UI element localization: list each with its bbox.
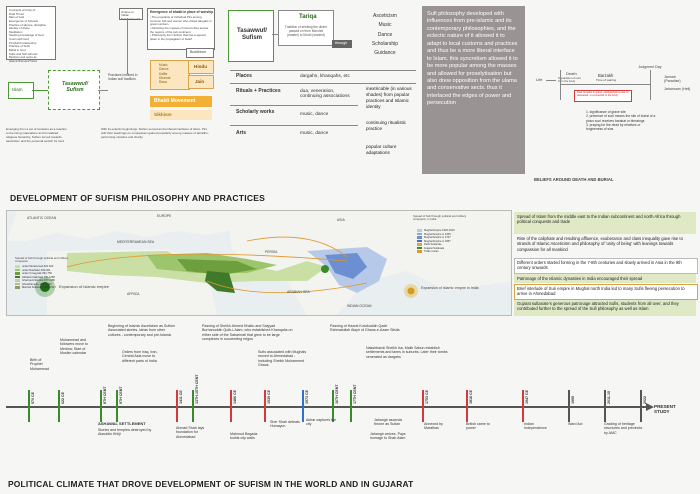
buddhism-box (186, 48, 214, 58)
event-jahangir-arrives: Jahangir arrives. Pays homage to Shah Alam (370, 432, 406, 441)
year-label: 2022 (643, 396, 647, 404)
row-places-value: dargahs, khanqahs, etc (300, 74, 350, 79)
concept-item: Seeking knowledge of God (9, 33, 44, 38)
event-marathas: Annexed by Marathas (424, 422, 443, 431)
legend-item (15, 286, 56, 290)
year-marker (100, 390, 102, 422)
left-note: Emerging from a set of societies as a reaction to the rising materialism and formalised religious hierarchy, Sufism turned towards asceticism and the personal search for God (6, 127, 67, 143)
ashawal-sub: Stories and temples destroyed by Alauddin Khilji (98, 428, 152, 437)
emergence-title: Emergence of bhakti in place of worship (150, 10, 214, 14)
concepts-box (6, 6, 56, 63)
beliefs-title: BELIEFS AROUND DEATH AND BURIAL (534, 177, 614, 182)
year-label: 17TH CENT (353, 384, 357, 404)
event-grading: Grading of heritage structures and precincts by AMC (604, 422, 643, 435)
tariqa-item: Music (378, 22, 392, 29)
legend-label: Mughal Empire in 1857 (424, 239, 451, 243)
legend-swatch (15, 276, 20, 278)
belief-item: 1. significance of grave site (586, 110, 626, 114)
year-marker (640, 390, 642, 422)
year-marker (264, 390, 266, 422)
judgment-label: Judgment Day (638, 65, 662, 69)
year-marker (522, 390, 524, 422)
year-marker (192, 390, 194, 422)
unique-box (119, 8, 143, 20)
legend-swatch (15, 269, 20, 271)
map-label-europe: EUROPE (157, 214, 172, 218)
note-1: Spread of Islam from the middle east to the Indian subcontinent and north Africa through political conquests and trade (517, 214, 681, 225)
year-marker (302, 390, 304, 422)
note-4: Patronage of the Islamic dynasties in India encouraged their spread (517, 276, 643, 281)
concept-item: Belief in God (9, 47, 26, 52)
concept-item: Man of God (9, 15, 25, 20)
tariqa-item: Dance (377, 31, 393, 38)
tariqa-desc: Tradition of seeking the divine passed on from Murshid (master) to Murid (student) (284, 25, 328, 38)
section2-title: POLITICAL CLIMATE THAT DROVE DEVELOPMENT OF SUFISM IN THE WORLD AND IN GUJARAT (8, 479, 414, 489)
year-label: 9TH CENT (119, 386, 123, 404)
legend-swatch (15, 279, 20, 281)
sikhism-label: Sikhism (154, 112, 172, 117)
beliefs-diagram (530, 65, 698, 188)
event-nakshbandi: Nakshbandi Sheikh Isa, Malik Sabun establish settlements and lanes in suburbs. Later their tombs venerated as dargahs (366, 346, 448, 359)
year-marker (116, 390, 118, 422)
legend-swatch (417, 243, 422, 245)
note-3: Different orders started forming in the 7-8th centuries and slowly arrived in Asia in the 9th century onwards (517, 260, 682, 271)
bhakti-bar (150, 96, 212, 107)
buddhism-label: Buddhism (190, 50, 206, 54)
row-scholarly-label: Scholarly works (236, 109, 275, 115)
legend-swatch (15, 272, 20, 274)
row-arts-label: Arts (236, 130, 247, 136)
map-label-africa: AFRICA (127, 292, 140, 296)
hindu-label: Hindu (194, 64, 208, 69)
concept-item: Concepts of Unity of: (9, 8, 36, 12)
present-study: PRESENT STUDY (654, 404, 676, 415)
year-marker (28, 390, 30, 422)
tariqa-label: Tariqa (299, 14, 317, 20)
grave-note: Soul remains in grave, spiritual being near of deceased, is connected to the body (577, 91, 629, 97)
year-label: 1753 CE (425, 390, 429, 404)
legend-left (15, 265, 56, 290)
table-right-2: continuing ritualistic practice (366, 120, 407, 131)
concept-item: Practice of Sufis (9, 44, 30, 49)
hindu-practice: Dhamal (159, 75, 171, 80)
jain-tag (188, 75, 214, 89)
hindu-box (150, 60, 190, 90)
year-label: 1411 CE (179, 390, 183, 404)
year-label: 1486 CE (233, 390, 237, 404)
life-label: Life (536, 77, 543, 82)
table-right-1: inextricable (in various shades) from popular practices and Islamic identity (366, 86, 412, 109)
tariqa-item: Asceticism (373, 13, 397, 19)
event-begada: Mahmud Begada builds city walls (230, 432, 258, 441)
year-marker (58, 390, 60, 422)
row-rituals-value: dua, veneration, continuing associations (300, 89, 350, 100)
legend-label: Ghurid Empire 1148-1215 (22, 282, 52, 286)
legend-swatch (417, 233, 422, 235)
legend-item (417, 250, 455, 254)
death-sub: Separation of soul from the body (558, 76, 581, 84)
tariqa-item: Scholarship (371, 40, 399, 47)
through-label: through (335, 41, 348, 45)
year-label: 622 CE (61, 392, 65, 404)
timeline (0, 318, 700, 478)
concept-item: Pir-Murid relationship (9, 40, 37, 45)
legend-label: Gujarat Sultanate (424, 246, 445, 250)
belief-item: 3. praying for the dead by relatives or forgiveness of sins (586, 122, 641, 132)
hindu-practice: Kafila (159, 71, 168, 76)
emergence-item: • The popularity of individual Pirs among common folk and women who visited dargahs in great numbers (150, 15, 212, 27)
tariqa-item: Guidance (374, 50, 396, 56)
year-marker (604, 390, 606, 422)
year-label: 1995 (571, 396, 575, 404)
year-label: 2011-15 (607, 391, 611, 404)
concept-item: Union with God (9, 37, 29, 41)
table-right-3: popular culture adaptations (366, 144, 397, 155)
hindu-tag (188, 60, 214, 74)
sufi-note: Sufi philosophy developed with influences from pre-islamic and its contemporary philosophies, and the eclectic nature of it allowed it to adapt to local customs and practices and thus be a more liberal interface to Islam. this syncretism allowed it to be more popular among the masses and allowed for proselytisation but also drew opposition from the ulama and conservative sects. thus it interlaced the edges of power and persecution (427, 11, 518, 107)
tasawwuf-main-label: Tasawwuf/ Sufism (237, 28, 267, 41)
legend-label: Abbasid Caliphate 750-1258 (22, 275, 55, 279)
year-label: 1947 CE (525, 390, 529, 404)
jahannam-label: Jahannam (Hell) (664, 87, 691, 91)
year-label: 1818 CE (469, 390, 473, 404)
map-label-expansion-india: Expansion of Islamic empire in India (421, 286, 479, 290)
emergence-box (147, 8, 215, 50)
timeline-axis (6, 406, 646, 408)
tariqa-box (278, 10, 334, 46)
legend-label: Mughal Empire in 1605 (424, 232, 451, 236)
sikhism-bar (150, 110, 212, 120)
concept-item: Dual Thrust (9, 11, 24, 16)
event-mughal-sufis: Sufis associated with Mughals moved to Ahmedabad - including Sheikh Muhammed Ghaus (258, 350, 307, 368)
note-2: Rise of the caliphate and resulting affluence, exuberance and class inequality gave rise to strands of Islamic Asceticism and philosophy of 'unity of being' with leanings towards compassion for all mankind (517, 236, 683, 252)
legend-swatch (417, 250, 422, 252)
legend-swatch (417, 247, 422, 249)
legend-swatch (417, 236, 422, 238)
year-marker (568, 390, 570, 422)
map-label-spread: Spread of Sufi through political and military conquests (15, 256, 69, 264)
tasawwuf-main-box (228, 10, 274, 62)
row-scholarly-value: music, dance (300, 112, 329, 117)
map-svg (7, 211, 511, 315)
legend-swatch (15, 265, 20, 267)
hindu-practice: Dance (159, 67, 169, 72)
event-british: British came to power (466, 422, 490, 431)
year-label: 1539 CE (267, 390, 271, 404)
concept-item: Sufis and Sufi schools (9, 51, 38, 56)
hindu-practice: Rasa (159, 80, 167, 85)
event-kutubuddin: Passing of Hazrat Kutubuddin Qadri Rahmatullah Alayh of Ghaus-e-Azam Silsila (330, 324, 400, 333)
tasawwuf-box (48, 70, 100, 110)
event-jahangir-throne: Jahangir ascends throne as Sultan (374, 418, 403, 427)
event-khattu: Passing of Sheikh Ahmed Khattu and Saiyyad Burhanuddin Qutb-i-Alam, who established Khanqahs on either side of the Sabarmati that grew to be large complexes in succeeding reigns (202, 324, 293, 342)
ashawal-title: ASHAWAL SETTLEMENT (98, 421, 146, 426)
legend-label: under Rashidun 632-661 (22, 268, 51, 272)
map-label-arabian: ARABIAN SEA (287, 290, 310, 294)
map-label-asia: ASIA (337, 218, 345, 222)
year-label: 1573 CE (305, 390, 309, 404)
concept-item: Muslims and sects as Islamic/Persian/Turkic (9, 55, 38, 63)
jain-label: Jain (195, 79, 205, 84)
sufi-note-box (422, 6, 525, 174)
unique-label: Unique to Indian Subcontinent? (121, 10, 141, 21)
event-birth: Birth of Prophet Muhammad (30, 358, 49, 371)
concept-item: Practice of silence, discipline (9, 22, 46, 27)
note-5: Brief interlude of Suri empire in Mughal north India led to many Sufis fleeing persecution to arrive in Ahmedabad (517, 286, 685, 297)
year-marker (466, 390, 468, 422)
year-label: 8TH CENT (103, 386, 107, 404)
legend-label: Mughal Empire in 1707 (424, 236, 451, 239)
row-rituals-label: Rituals + Practices (236, 88, 281, 94)
event-independence: Indian Independence (524, 422, 547, 431)
year-marker (422, 390, 424, 422)
tariqa-list (360, 12, 410, 58)
year-label: 570 CE (31, 392, 35, 404)
legend-label: under Muhammad 622-632 (22, 265, 54, 268)
concept-item: Emergence of Schools (9, 18, 39, 23)
bhakti-label: Bhakti Movement (154, 98, 196, 104)
barzakh-sub: Time of waiting (596, 78, 617, 82)
emergence-item: • Attracting the masses of ruined cities across the regions of the sub-continent (150, 25, 209, 34)
legend-label: Trade routes (424, 250, 439, 253)
legend-label: Delhi Sultanate (424, 243, 442, 246)
map-label-indian: INDIAN OCEAN (347, 304, 372, 308)
year-label: 16TH CENT (335, 384, 339, 404)
world-map (6, 210, 512, 316)
places-table (230, 70, 416, 170)
year-label: 13TH-15TH CENT (195, 374, 199, 404)
row-arts-value: music, dance (300, 131, 329, 136)
notes-column (514, 212, 696, 316)
concept-item: Meditation (9, 29, 23, 34)
practices-label: Practices imbibed in Indian sufi tradition (108, 73, 138, 81)
islam-box (8, 82, 34, 99)
event-wardact: Ward Act (568, 422, 583, 426)
gujarat-marker (321, 265, 329, 273)
event-medina: Muhammad and followers move to Medina; Start of Muslim calendar (60, 338, 88, 356)
map-label-persia: PERSIA (265, 250, 278, 254)
mid-note: With its eclectic beginnings, Sufism served as the liberal interfacer of Islam. Pirs with their teachings on compassion gained popularity among masses of all faiths; performing miracles and charity (101, 127, 209, 139)
legend-label: Ghaznavid Empire 977-1186 (22, 279, 55, 282)
through-box (332, 40, 352, 48)
note-6: Gujarat sultanate's generous patronage attracted Sufis, students from all over, and they contributed further to the spread of the Sufi philosophy as well as Islam (517, 301, 679, 312)
map-label-atlantic: ATLANTIC OCEAN (27, 216, 57, 220)
emergence-item: • Philosophy from Sufism that has a special place in the propagation of belief (150, 33, 206, 41)
belief-item: 2. presence of soul means the site of burial of a pious soul receives barakat or blessings (586, 114, 656, 123)
year-marker (176, 390, 178, 422)
legend-swatch (15, 286, 20, 288)
death-label: Death (566, 71, 577, 76)
map-label-med: MEDITERRANEAN SEA (117, 240, 155, 244)
year-marker (350, 390, 352, 422)
event-ahmadshah: Ahmad Shah lays foundation for Ahmedabad (176, 426, 205, 439)
legend-swatch (417, 240, 422, 242)
hindu-practice: Music (159, 63, 168, 67)
legend-right (417, 229, 455, 254)
legend-label: under Umayyads 661-750 (22, 272, 52, 275)
legend-swatch (417, 229, 422, 231)
section1-title: DEVELOPMENT OF SUFISM PHILOSOPHY AND PRACTICES (10, 193, 266, 203)
grave-note-box (574, 90, 632, 102)
legend-swatch (15, 283, 20, 285)
row-places-label: Places (236, 73, 252, 79)
islam-label: Islam (12, 87, 23, 92)
barzakh-label: Barzakh (598, 73, 614, 78)
event-asceticism: Beginning of Islamic Asceticism as Sufism Associated stories, ideas from other cultures - contemporary and pre-Islamic (108, 324, 175, 337)
tasawwuf-label: Tasawwuf/ Sufism (61, 81, 89, 93)
legend-label: Mamluk Sultanate 1250-1517 (22, 286, 56, 289)
concept-item: Identity of divine (9, 26, 30, 31)
event-orders: Orders from Iraq, Iran, Central Asia move to different parts of India (122, 350, 158, 363)
jannah-label: Jannah (Paradise) (664, 75, 681, 83)
map-label-spread-india: Spread of Sufi through political and military conquests, in India (413, 214, 467, 222)
year-marker (230, 390, 232, 422)
event-shershah: Sher Shah defeats Humayun (270, 420, 300, 429)
map-label-expansion: Expansion of Islamic empire (59, 284, 110, 289)
legend-label: Mughal Empire 1526-1540 (424, 229, 455, 232)
event-akbar: Akbar captures the city (306, 418, 337, 427)
